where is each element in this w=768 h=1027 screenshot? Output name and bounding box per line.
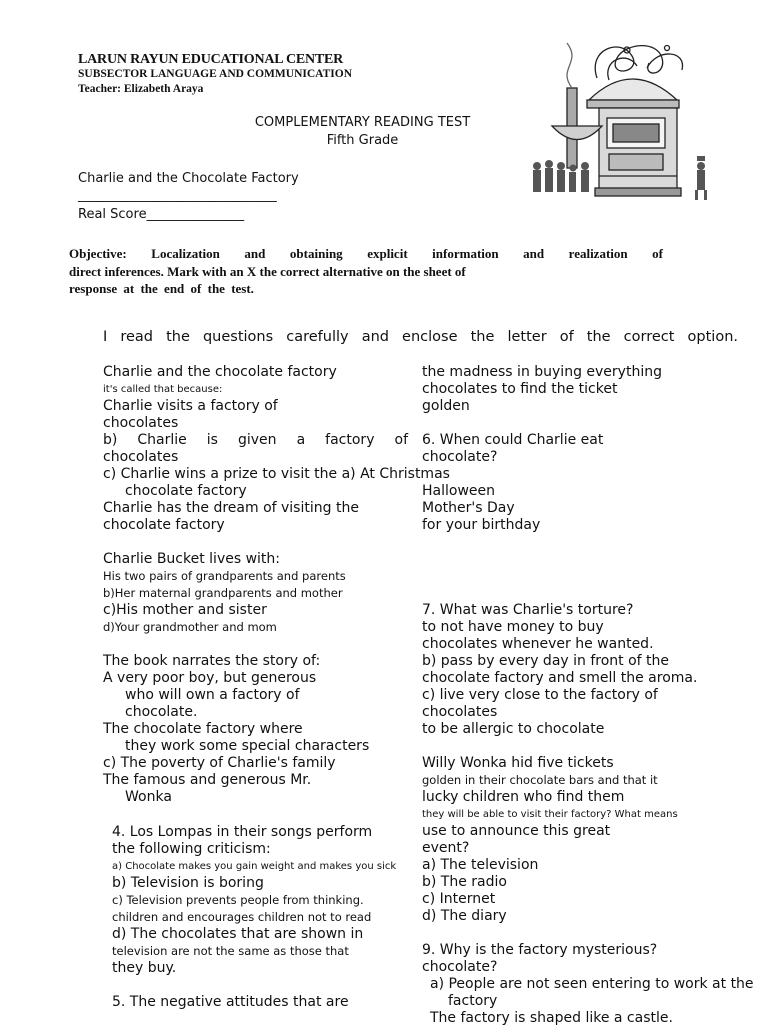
text-line: 6. When could Charlie eat xyxy=(422,432,604,448)
spacer xyxy=(103,636,408,653)
text-line: Charlie visits a factory of xyxy=(103,398,278,414)
text-line: 7. What was Charlie's torture? xyxy=(422,602,634,618)
text-line: chocolates xyxy=(103,415,179,431)
name-line: ________________________________ xyxy=(78,188,277,203)
text-line: Charlie Bucket lives with: xyxy=(103,551,281,567)
text-line: a) The television xyxy=(422,857,539,873)
text-line: b) pass by every day in front of the xyxy=(422,653,670,669)
text-line: b)Her maternal grandparents and mother xyxy=(103,586,343,600)
subsector: SUBSECTOR LANGUAGE AND COMMUNICATION xyxy=(78,68,353,80)
text-line: to be allergic to chocolate xyxy=(422,721,605,737)
spacer xyxy=(422,568,768,585)
objective-line-1: Objective: Localization and obtaining explicit information and realization of xyxy=(69,246,663,261)
text-line: c) Television prevents people from thinking. xyxy=(112,893,364,907)
text-line: chocolates xyxy=(422,704,498,720)
text-line: c)His mother and sister xyxy=(103,602,267,618)
text-line: a) Chocolate makes you gain weight and makes you sick xyxy=(112,861,397,872)
text-line: A very poor boy, but generous xyxy=(103,670,317,686)
text-line: golden xyxy=(422,398,470,414)
text-line: Wonka xyxy=(125,789,172,805)
spacer xyxy=(422,466,768,483)
text-line: they work some special characters xyxy=(125,738,370,754)
instruction: I read the questions carefully and enclose the letter of the correct option. xyxy=(103,329,738,345)
spacer xyxy=(112,977,417,994)
spacer xyxy=(422,415,768,432)
text-line: Charlie and the chocolate factory xyxy=(103,364,337,380)
text-line: use to announce this great xyxy=(422,823,611,839)
text-line: they will be able to visit their factory? What means xyxy=(422,809,678,820)
text-line: it's called that because: xyxy=(103,384,223,395)
test-title: COMPLEMENTARY READING TEST xyxy=(254,115,471,130)
text-line: Willy Wonka hid five tickets xyxy=(422,755,614,771)
text-line: chocolate? xyxy=(422,449,498,465)
text-line: b) The radio xyxy=(422,874,507,890)
objective xyxy=(69,245,663,298)
text-line: a) People are not seen entering to work at the xyxy=(430,976,754,992)
text-line: Halloween xyxy=(422,483,496,499)
real-score: Real Score_______________ xyxy=(78,207,245,222)
spacer xyxy=(422,738,768,755)
text-line: c) live very close to the factory of xyxy=(422,687,658,703)
text-line: they buy. xyxy=(112,960,177,976)
text-line: television are not the same as those that xyxy=(112,944,349,958)
text-line: children and encourages children not to read xyxy=(112,910,372,924)
text-line: His two pairs of grandparents and parents xyxy=(103,569,346,583)
text-line: d)Your grandmother and mom xyxy=(103,620,277,634)
text-line: The famous and generous Mr. xyxy=(103,772,312,788)
text-line: chocolate? xyxy=(422,959,498,975)
grade: Fifth Grade xyxy=(326,133,399,148)
text-line: chocolate. xyxy=(125,704,198,720)
text-line: c) Charlie wins a prize to visit the a) At Christmas xyxy=(103,466,450,482)
objective-line-2: direct inferences. Mark with an X the correct alternative on the sheet of xyxy=(69,263,466,279)
spacer xyxy=(422,551,768,568)
text-line: chocolate factory xyxy=(103,517,225,533)
text-line: to not have money to buy xyxy=(422,619,604,635)
text-line: The factory is shaped like a castle. xyxy=(430,1010,673,1026)
text-line: chocolates xyxy=(103,449,179,465)
text-line: c) Internet xyxy=(422,891,496,907)
text-line: 9. Why is the factory mysterious? xyxy=(422,942,658,958)
school-name: LARUN RAYUN EDUCATIONAL CENTER xyxy=(78,52,344,67)
text-line: d) The diary xyxy=(422,908,507,924)
text-line: b) Charlie is given a factory of xyxy=(103,432,408,448)
text-line: c) The poverty of Charlie's family xyxy=(103,755,336,771)
text-line: chocolate factory and smell the aroma. xyxy=(422,670,698,686)
text-line: 4. Los Lompas in their songs perform xyxy=(112,824,373,840)
spacer xyxy=(422,534,768,551)
text-line: lucky children who find them xyxy=(422,789,625,805)
text-line: for your birthday xyxy=(422,517,541,533)
text-line: chocolates to find the ticket xyxy=(422,381,618,397)
text-line: Mother's Day xyxy=(422,500,515,516)
text-line: 5. The negative attitudes that are xyxy=(112,994,349,1010)
objective-line-3: response at the end of the test. xyxy=(69,281,254,296)
text-line: the madness in buying everything xyxy=(422,364,662,380)
text-line: chocolate factory xyxy=(125,483,247,499)
text-line: golden in their chocolate bars and that it xyxy=(422,773,658,787)
text-line: factory xyxy=(448,993,498,1009)
text-line: The book narrates the story of: xyxy=(103,653,321,669)
left-column-questions xyxy=(112,824,417,1011)
text-line: d) The chocolates that are shown in xyxy=(112,926,364,942)
text-line: event? xyxy=(422,840,470,856)
spacer xyxy=(422,925,768,942)
text-line: who will own a factory of xyxy=(125,687,300,703)
text-line: the following criticism: xyxy=(112,841,271,857)
text-line: Charlie has the dream of visiting the xyxy=(103,500,359,516)
spacer xyxy=(422,585,768,602)
chocolate-factory-machine-illustration xyxy=(527,38,719,206)
text-line: The chocolate factory where xyxy=(103,721,303,737)
book-title: Charlie and the Chocolate Factory xyxy=(78,171,299,186)
spacer xyxy=(103,534,408,551)
teacher-name: Teacher: Elizabeth Araya xyxy=(78,83,204,95)
right-column xyxy=(422,364,768,1027)
text-line: chocolates whenever he wanted. xyxy=(422,636,654,652)
text-line: b) Television is boring xyxy=(112,875,264,891)
